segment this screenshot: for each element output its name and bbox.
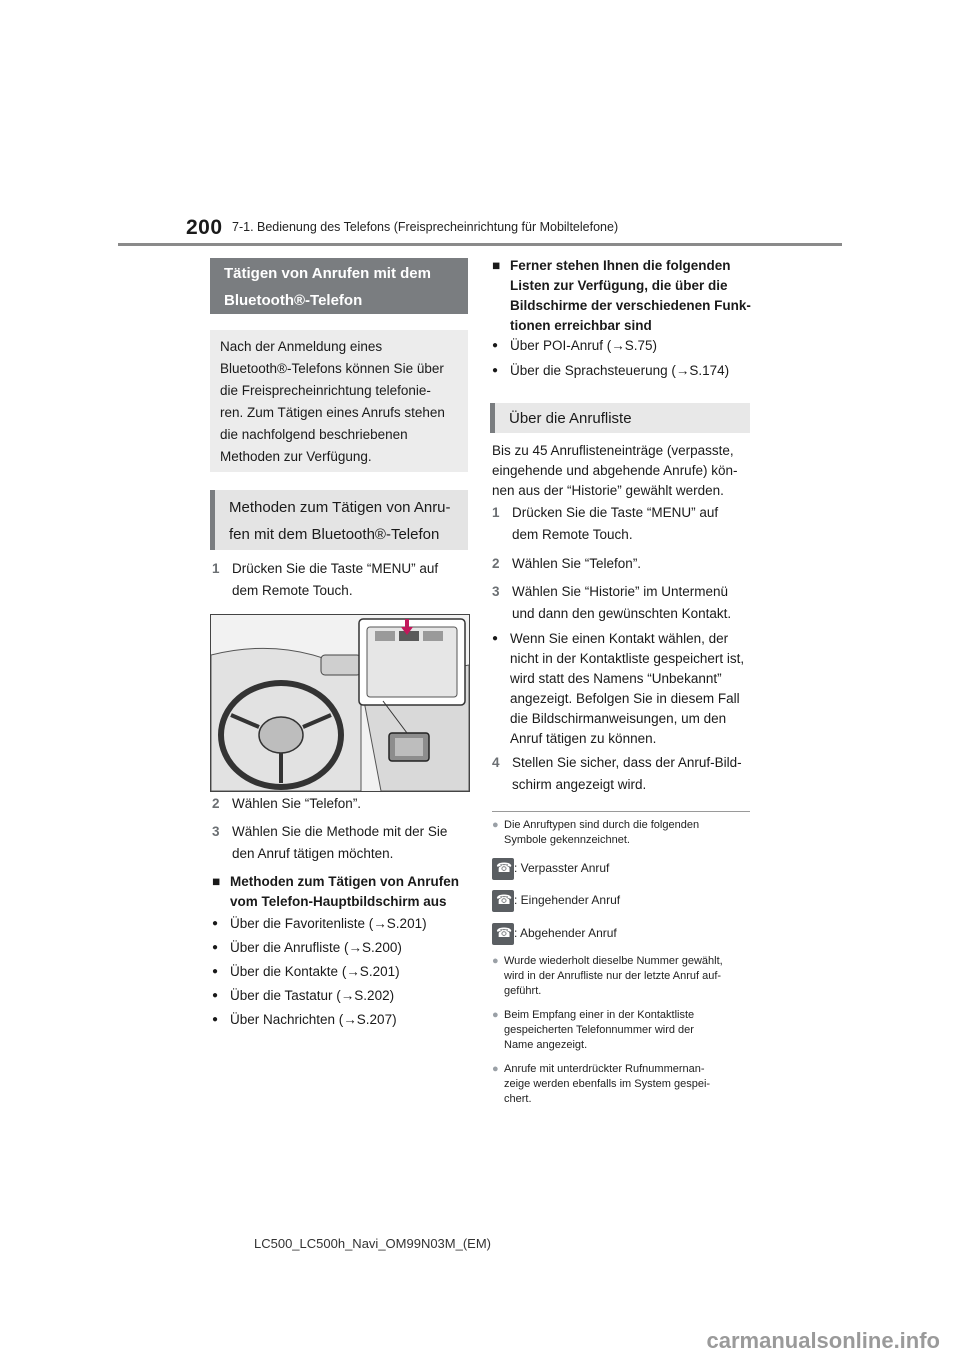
step-text: Stellen Sie sicher, dass der Anruf-Bild- — [512, 755, 742, 770]
note-line: zeige werden ebenfalls im System gespei- — [504, 1078, 711, 1090]
list-item-text: Über die Kontakte (→S.201) — [230, 964, 400, 979]
note-2 — [492, 954, 754, 999]
step-3 — [212, 821, 472, 865]
step-text: dem Remote Touch. — [512, 527, 633, 542]
methods-heading-line1: Methoden zum Tätigen von Anru- — [229, 499, 451, 516]
right-intro-line: Listen zur Verfügung, die über die — [510, 278, 728, 293]
note-dot-icon: ● — [492, 1063, 499, 1075]
step-text: den Anruf tätigen möchten. — [232, 846, 394, 861]
incoming-call-icon — [492, 890, 514, 912]
list-item — [212, 1010, 397, 1030]
step-text: Drücken Sie die Taste “MENU” auf — [232, 561, 439, 576]
paragraph-line: Bis zu 45 Anruflisteneinträge (verpasste, — [492, 443, 734, 458]
icon-legend-missed — [492, 858, 609, 880]
intro-line: ren. Zum Tätigen eines Anrufs stehen — [220, 405, 445, 420]
icon-legend-text: : Abgehender Anruf — [514, 926, 617, 941]
right-intro-line: Bildschirme der verschiedenen Funk- — [510, 298, 751, 313]
step-text: Wählen Sie die Methode mit der Sie — [232, 824, 448, 839]
step-number: 4 — [492, 755, 500, 770]
icon-legend-outgoing — [492, 923, 617, 945]
step-1 — [212, 558, 472, 602]
note-4 — [492, 1062, 754, 1107]
icon-legend-incoming — [492, 890, 620, 912]
list-item-text: Über die Sprachsteuerung (→S.174) — [510, 363, 730, 378]
car-interior-figure — [210, 614, 470, 792]
call-list-paragraph — [492, 441, 754, 501]
note-line: Name angezeigt. — [504, 1039, 588, 1051]
contact-note — [492, 629, 754, 749]
outgoing-call-icon — [492, 923, 514, 945]
bullet-dot-icon: ● — [492, 633, 499, 645]
bullet-dot-icon: ● — [492, 340, 499, 352]
note-dot-icon: ● — [492, 1009, 499, 1021]
contact-note-line: angezeigt. Befolgen Sie in diesem Fall — [510, 691, 740, 707]
note-line: gespeicherten Telefonnummer wird der — [504, 1024, 694, 1036]
icon-legend-text: : Eingehender Anruf — [514, 893, 621, 908]
car-interior-illustration — [211, 615, 469, 791]
step-2 — [212, 793, 472, 815]
note-line: Beim Empfang einer in der Kontaktliste — [504, 1009, 695, 1021]
step-text: dem Remote Touch. — [232, 583, 353, 598]
list-item — [212, 962, 400, 982]
note-line: Anrufe mit unterdrückter Rufnummernan- — [504, 1063, 705, 1075]
step-3 — [492, 581, 754, 625]
right-intro — [492, 256, 754, 336]
note-1 — [492, 818, 754, 848]
bullet-dot-icon: ● — [492, 365, 499, 377]
section-title-box — [210, 258, 468, 314]
notes-divider — [492, 811, 750, 812]
list-item — [212, 938, 402, 958]
paragraph-line: nen aus der “Historie” gewählt werden. — [492, 483, 724, 498]
square-bullet-icon: ■ — [212, 874, 221, 889]
bullet-dot-icon: ● — [212, 918, 219, 930]
note-dot-icon: ● — [492, 819, 499, 831]
intro-line: die nachfolgend beschriebenen — [220, 427, 408, 442]
section-title-line2: Bluetooth®-Telefon — [224, 292, 363, 309]
step-number: 1 — [492, 505, 500, 520]
step-text: schirm angezeigt wird. — [512, 777, 647, 792]
chapter-title: 7-1. Bedienung des Telefons (Freisprecheinrichtung für Mobiltelefone) — [232, 220, 619, 234]
section-title-line1: Tätigen von Anrufen mit dem — [224, 265, 431, 282]
step-text: Wählen Sie “Historie” im Untermenü — [512, 584, 729, 599]
list-item-text: Über die Favoritenliste (→S.201) — [230, 916, 427, 931]
paragraph-line: eingehende und abgehende Anrufe) kön- — [492, 463, 738, 478]
step-4 — [492, 752, 754, 796]
missed-call-icon — [492, 858, 514, 880]
square-bullet-icon: ■ — [492, 258, 501, 273]
icon-legend-text: : Verpasster Anruf — [514, 861, 610, 876]
note-line: Symbole gekennzeichnet. — [504, 834, 630, 846]
note-line: geführt. — [504, 985, 542, 997]
intro-line: Bluetooth®-Telefons können Sie über — [220, 361, 444, 376]
step-number: 1 — [212, 561, 220, 576]
right-intro-line: tionen erreichbar sind — [510, 318, 652, 333]
header-rule — [118, 243, 842, 246]
right-intro-line: Ferner stehen Ihnen die folgenden — [510, 258, 731, 273]
step-number: 2 — [492, 556, 500, 571]
list-item — [212, 914, 427, 934]
watermark: carmanualsonline.info — [706, 1328, 940, 1353]
intro-line: die Freisprecheinrichtung telefonie- — [220, 383, 431, 398]
document-footer: LC500_LC500h_Navi_OM99N03M_(EM) — [254, 1236, 492, 1251]
methods-heading-line2: fen mit dem Bluetooth®-Telefon — [229, 526, 440, 543]
bullet-dot-icon: ● — [212, 990, 219, 1002]
list-item — [492, 361, 729, 381]
intro-line: Methoden zur Verfügung. — [220, 449, 372, 464]
list-item — [212, 986, 394, 1006]
bullet-dot-icon: ● — [212, 1014, 219, 1026]
call-list-heading: Über die Anrufliste — [490, 403, 750, 433]
contact-note-line: die Bildschirmanweisungen, um den — [510, 711, 727, 727]
contact-note-line: wird statt des Namens “Unbekannt” — [510, 671, 722, 687]
list-item-text: Über Nachrichten (→S.207) — [230, 1012, 397, 1027]
step-text: Wählen Sie “Telefon”. — [512, 556, 642, 571]
note-line: chert. — [504, 1093, 532, 1105]
step-1 — [492, 502, 754, 546]
intro-line: Nach der Anmeldung eines — [220, 339, 383, 354]
bullet-dot-icon: ● — [212, 966, 219, 978]
methods-heading-box — [210, 490, 468, 550]
contact-note-line: nicht in der Kontaktliste gespeichert ist, — [510, 651, 745, 667]
note-3 — [492, 1008, 754, 1053]
step-text: Wählen Sie “Telefon”. — [232, 796, 362, 811]
list-item-text: Über die Anrufliste (→S.200) — [230, 940, 402, 955]
contact-note-line: Wenn Sie einen Kontakt wählen, der — [510, 631, 729, 646]
note-line: wird in der Anrufliste nur der letzte Anruf auf- — [504, 970, 722, 982]
sub-heading — [212, 872, 472, 912]
note-line: Die Anruftypen sind durch die folgenden — [504, 819, 700, 831]
list-item-text: Über POI-Anruf (→S.75) — [510, 338, 658, 353]
sub-heading-line: vom Telefon-Hauptbildschirm aus — [230, 894, 447, 909]
note-line: Wurde wiederholt dieselbe Nummer gewählt, — [504, 955, 723, 967]
sub-heading-line: Methoden zum Tätigen von Anrufen — [230, 874, 459, 889]
step-text: Drücken Sie die Taste “MENU” auf — [512, 505, 719, 520]
step-number: 3 — [212, 824, 220, 839]
intro-box — [210, 330, 468, 472]
step-number: 2 — [212, 796, 220, 811]
list-item-text: Über die Tastatur (→S.202) — [230, 988, 395, 1003]
note-dot-icon: ● — [492, 955, 499, 967]
list-item — [492, 336, 657, 356]
step-text: und dann den gewünschten Kontakt. — [512, 606, 732, 621]
step-2 — [492, 553, 754, 575]
bullet-dot-icon: ● — [212, 942, 219, 954]
step-number: 3 — [492, 584, 500, 599]
page-number: 200 — [186, 216, 223, 239]
contact-note-line: Anruf tätigen zu können. — [510, 731, 657, 747]
